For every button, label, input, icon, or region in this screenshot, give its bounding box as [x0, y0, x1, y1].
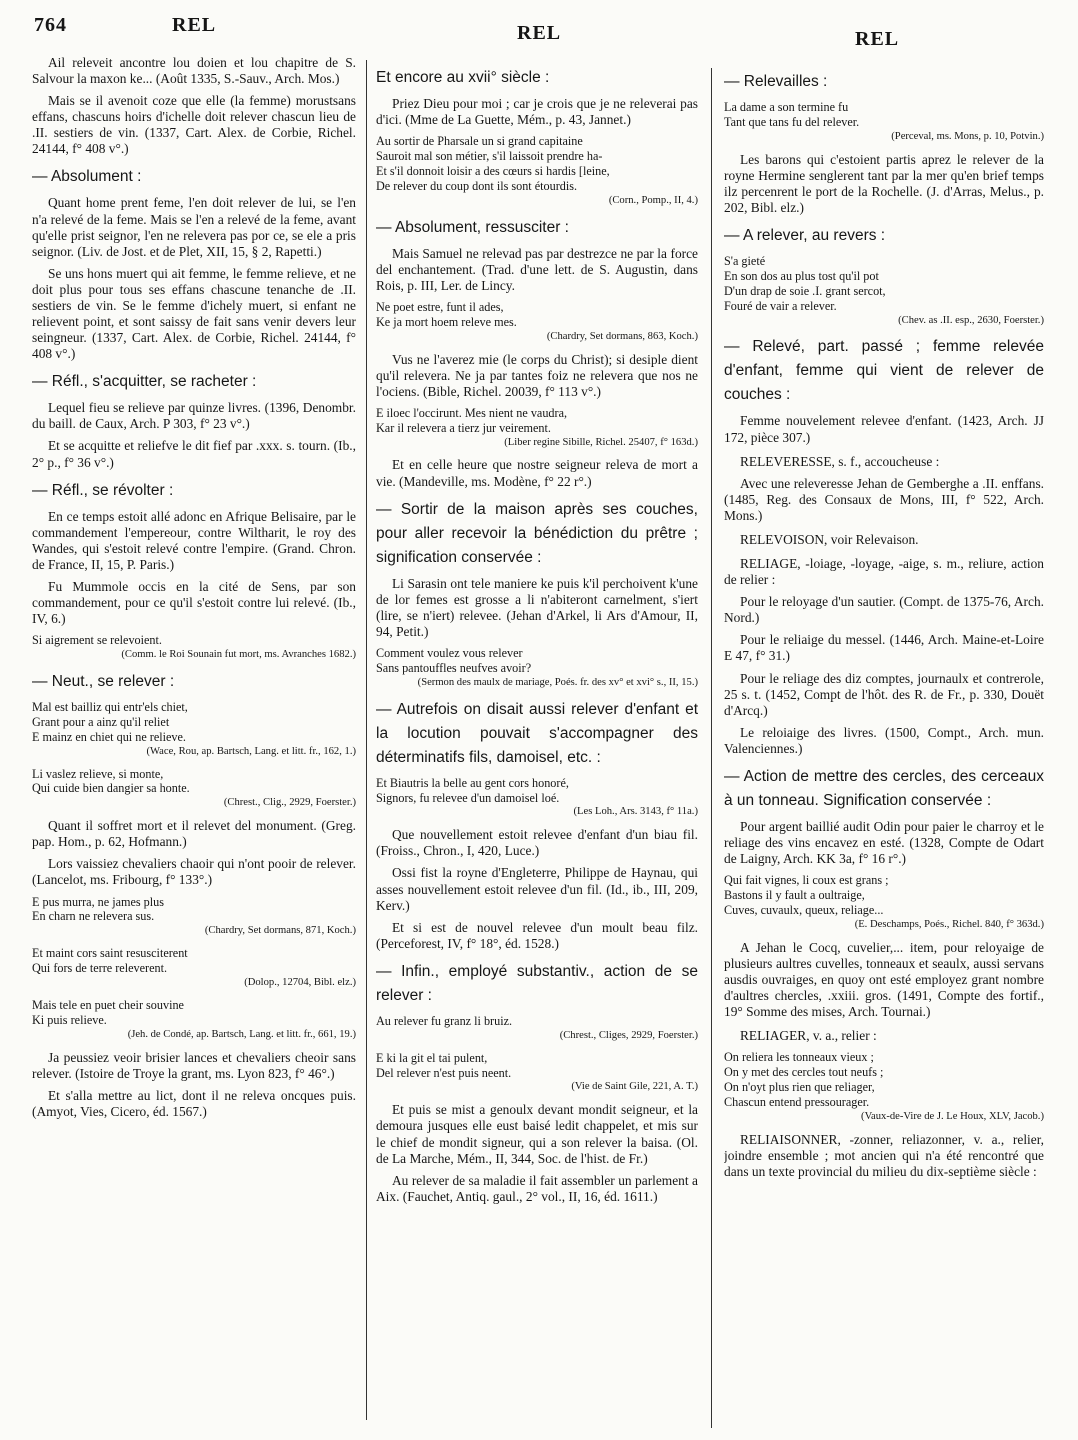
- citation-paragraph: Le reloiaige des livres. (1500, Compt., Arch. mun. Valenciennes.): [724, 724, 1044, 756]
- verse-quotation: [724, 873, 1044, 932]
- verse-quotation: [376, 1051, 698, 1095]
- verse-quotation: [376, 1014, 698, 1043]
- sense-heading: — Sortir de la maison après ses couches, pour aller recevoir la bénédiction du prêtre ; signification conservée :: [376, 500, 698, 566]
- source-citation: (Liber regine Sibille, Richel. 25407, f° 163d.): [504, 436, 698, 448]
- citation-paragraph: Lequel fieu se relieve par quinze livres. (1396, Denombr. du baill. de Caux, Arch. P 303, f° 23 v°.): [32, 400, 356, 432]
- citation-paragraph: Et si est de nouvel relevee d'un moult beau filz. (Perceforest, IV, f° 18°, éd. 1528.): [376, 919, 698, 951]
- sense-heading: — Absolument, ressusciter :: [376, 218, 569, 236]
- verse-line: S'a gieté: [724, 254, 766, 269]
- source-citation: (Chardry, Set dormans, 863, Koch.): [546, 330, 698, 342]
- verse-quotation: [376, 646, 698, 690]
- verse-quotation: [32, 700, 356, 759]
- verse-line: E iloec l'occirunt. Mes nient ne vaudra,: [376, 405, 568, 420]
- citation-paragraph: Mais Samuel ne relevad pas par destrezce ne par la force del enchantement. (Trad. d'une lett. de S. Augustin, dans Rois, p. III, Ler. de Lincy.: [376, 245, 698, 293]
- column-right: [724, 62, 1044, 1426]
- citation-paragraph: Vus ne l'averez mie (le corps du Christ); si desiple dient qu'il relevera. Ne ja par tantes foiz ne relevera que nos ne l'ociens. (Bible, Richel. 20039, f° 113 v°.): [376, 351, 698, 399]
- verse-line: Cuves, cuvaulx, queux, reliage...: [724, 902, 884, 917]
- verse-line: En son dos au plus tost qu'il pot: [724, 268, 879, 283]
- dictionary-entry: RELIAGER, v. a., relier :: [740, 1028, 877, 1044]
- sense-heading: — Infin., employé substantiv., action de se relever :: [376, 962, 698, 1004]
- citation-paragraph: Les barons qui c'estoient partis aprez le relever de la royne Hermine senglerent tant par la mer qu'en brief temps ilz percenrent le port de la Rochelle. (J. d'Arras, Melus., p. 202, Bibl. elz.): [724, 151, 1044, 215]
- citation-paragraph: A Jehan le Cocq, cuvelier,... item, pour reloyaige de plusieurs aultres cuvelles, tonneaux et seaulx, aussi servans ausdis ouvraiges, en quoy ont esté employez grant nombre d'aultres chercles, .xxiii. gros. (1491, Compte des fortif., 19° Somme des mises, Arch. Tournai.): [724, 939, 1044, 1020]
- dictionary-entry: RELIAISONNER, -zonner, reliazonner, v. a., relier, joindre ensemble ; mot ancien qui n'a été rencontré que dans un texte provincial du milieu du dix-septième siècle :: [724, 1131, 1044, 1179]
- source-citation: (Chrest., Cliges, 2929, Foerster.): [559, 1029, 698, 1041]
- source-citation: (Chev. as .II. esp., 2630, Foerster.): [898, 314, 1044, 326]
- citation-paragraph: Se uns hons muert qui ait femme, le femme relieve, et ne doit plus pour tous ses effans chascune tenanche de .II. sestiers de vin. Se le femme d'ichely muert, si enfant ne relievent point, et sont saissy de fait sans venir devers leur seingneur. (1337, Cart. Alex. de Corbie, Richel. 24144, f° 408 v°.): [32, 265, 356, 362]
- verse-line: On reliera les tonneaux vieux ;: [724, 1050, 874, 1065]
- verse-line: Si aigrement se relevoient.: [32, 633, 162, 648]
- verse-line: Au sortir de Pharsale un si grand capitaine: [376, 134, 583, 149]
- dictionary-entry: RELIAGE, -loiage, -loyage, -aige, s. m., reliure, action de relier :: [724, 556, 1044, 588]
- verse-line: Mais tele en puet cheir souvine: [32, 997, 184, 1012]
- verse-line: De relever du coup dont ils sont étourdis.: [376, 178, 578, 193]
- citation-paragraph: Mais se il avenoit coze que elle (la femme) morustsans effans, chascuns hoirs d'ichelle doit relever chascun lieu de .II. sestiers de vin. (1337, Cart. Alex. de Corbie, Richel. 24144, f° 408 v°.): [32, 93, 356, 157]
- verse-line: Grant pour a ainz qu'il reliet: [32, 714, 170, 729]
- citation-paragraph: Et puis se mist a genoulx devant mondit seigneur, et la demoura jusques elle eust baisé ledit chappelet, et mis sur le chief de mondit signeur, qui a son relever la baisa. (Ol. de La Marche, Mém., II, 344, Soc. de l'hist. de Fr.): [376, 1102, 698, 1166]
- running-head-middle: REL: [517, 22, 562, 44]
- running-head-left: REL: [172, 14, 217, 36]
- citation-paragraph: Quant il soffret mort et il relevet del monument. (Greg. pap. Hom., p. 62, Hofmann.): [32, 818, 356, 850]
- citation-paragraph: Pour le reliaige du messel. (1446, Arch. Maine-et-Loire E 47, f° 31.): [724, 632, 1044, 664]
- verse-quotation: [32, 895, 356, 939]
- column-left: [32, 55, 356, 1426]
- verse-line: Et maint cors saint resusciterent: [32, 946, 188, 961]
- verse-line: Bastons il y fault a oultraige,: [724, 888, 865, 903]
- verse-quotation: [32, 998, 356, 1042]
- source-citation: (Les Loh., Ars. 3143, f° 11a.): [573, 806, 698, 818]
- verse-quotation: [376, 776, 698, 820]
- citation-paragraph: Femme nouvelement relevee d'enfant. (1423, Arch. JJ 172, pièce 307.): [724, 413, 1044, 445]
- verse-line: Qui cuide bien dangier sa honte.: [32, 781, 190, 796]
- sense-heading: — Réfl., s'acquitter, se racheter :: [32, 373, 257, 391]
- citation-paragraph: Fu Mummole occis en la cité de Sens, par son commandement, pour ce qu'il s'estoit contre lui relevé. (Ib., IV, 6.): [32, 578, 356, 627]
- running-head-right: REL: [855, 28, 900, 50]
- verse-line: Qui fait vignes, li coux est grans ;: [724, 873, 889, 888]
- verse-line: Li vaslez relieve, si monte,: [32, 766, 164, 781]
- verse-line: Del relever n'est puis neent.: [376, 1065, 512, 1080]
- sense-heading: — Autrefois on disait aussi relever d'enfant et la locution pouvait s'accompagner des déterminatifs fils, damoisel, etc. :: [376, 700, 698, 766]
- column-middle: [376, 58, 698, 1426]
- verse-line: Sauroit mal son métier, s'il laissoit prendre ha-: [376, 149, 603, 164]
- dictionary-entry: RELEVERESSE, s. f., accoucheuse :: [740, 453, 940, 469]
- citation-paragraph: Pour le reliage des diz comptes, journaulx et contrerole, 25 s. t. (1452, Compt de l'hôt. des R. de Fr., p. 330, Douët d'Arcq.): [724, 670, 1044, 718]
- verse-line: Au relever fu granz li bruiz.: [376, 1013, 513, 1028]
- column-divider: [366, 60, 367, 1420]
- source-citation: (Comm. le Roi Sounain fut mort, ms. Avranches 1682.): [121, 649, 356, 661]
- verse-line: Et s'il donnoit loisir a des cœurs si hardis [leine,: [376, 163, 610, 178]
- verse-quotation: [724, 100, 1044, 144]
- source-citation: (Chardry, Set dormans, 871, Koch.): [204, 925, 356, 937]
- verse-line: On y met des cercles tout neufs ;: [724, 1065, 884, 1080]
- verse-line: Ne poet estre, funt il ades,: [376, 299, 504, 314]
- verse-quotation: [376, 300, 698, 344]
- source-citation: (Sermon des maulx de mariage, Poés. fr. des xv° et xvi° s., II, 15.): [417, 676, 698, 688]
- citation-paragraph: Ail releveit ancontre lou doien et lou chapitre de S. Salvour la maxon ke... (Août 1335, S.-Sauv., Arch. Mos.): [32, 55, 356, 87]
- citation-paragraph: Et en celle heure que nostre seigneur releva de mort a vie. (Mandeville, ms. Modène, f° 22 r°.): [376, 457, 698, 489]
- verse-line: Fouré de vair a relever.: [724, 298, 837, 313]
- citation-paragraph: Li Sarasin ont tele maniere ke puis k'il perchoivent k'une de lor femes est grosse a li n'abiteront carnelment, s'iert (lire, se n'iert) relevee. (Jehan d'Arkel, li Ars d'Amour, II, 94, Petit.): [376, 575, 698, 639]
- verse-line: D'un drap de soie .I. grant sercot,: [724, 283, 886, 298]
- source-citation: (Jeh. de Condé, ap. Bartsch, Lang. et litt. fr., 661, 19.): [127, 1028, 356, 1040]
- source-citation: (Vaux-de-Vire de J. Le Houx, XLV, Jacob.): [861, 1110, 1044, 1122]
- verse-line: E pus murra, ne james plus: [32, 894, 165, 909]
- citation-paragraph: Et se acquitte et reliefve le dit fief par .xxx. s. tourn. (Ib., 2° p., f° 36 v°.): [32, 438, 356, 470]
- verse-quotation: [724, 254, 1044, 327]
- verse-line: Ki puis relieve.: [32, 1012, 107, 1027]
- sense-heading: — Action de mettre des cercles, des cerceaux à un tonneau. Signification conservée :: [724, 767, 1044, 809]
- sense-heading: — Neut., se relever :: [32, 672, 175, 690]
- verse-line: Sans pantouffles neufves avoir?: [376, 660, 532, 675]
- verse-line: Signors, fu relevee d'un damoisel loé.: [376, 790, 560, 805]
- verse-line: Kar il relevera a tierz jur veirement.: [376, 420, 551, 435]
- verse-line: E ki la git el tai pulent,: [376, 1050, 488, 1065]
- source-citation: (Dolop., 12704, Bibl. elz.): [244, 976, 356, 988]
- page-number: 764: [34, 14, 67, 36]
- verse-quotation: [376, 134, 698, 207]
- verse-quotation: [32, 633, 356, 662]
- verse-line: E mainz en chiet qui ne relieve.: [32, 729, 186, 744]
- verse-quotation: [32, 767, 356, 811]
- dictionary-entry: RELEVOISON, voir Relevaison.: [740, 531, 919, 547]
- verse-line: Mal est bailliz qui entr'els chiet,: [32, 699, 188, 714]
- citation-paragraph: Priez Dieu pour moi ; car je crois que je ne releverai pas d'ici. (Mme de La Guette, Mém., p. 43, Jannet.): [376, 96, 698, 128]
- citation-paragraph: Lors vaissiez chevaliers chaoir qui n'ont pooir de relever. (Lancelot, ms. Fribourg, f° 133°.): [32, 856, 356, 888]
- verse-quotation: [32, 946, 356, 990]
- citation-paragraph: Au relever de sa maladie il fait assembler un parlement a Aix. (Fauchet, Antiq. gaul., 2° vol., II, 16, éd. 1611.): [376, 1172, 698, 1204]
- citation-paragraph: Et s'alla mettre au lict, dont il ne releva oncques puis. (Amyot, Vies, Cicero, éd. 1567.): [32, 1087, 356, 1119]
- verse-line: Comment voulez vous relever: [376, 645, 523, 660]
- citation-paragraph: Ossi fist la royne d'Engleterre, Philippe de Haynau, qui asses nouvellement estoit relevee d'un fil. (Id., ib., III, 209, Kerv.): [376, 865, 698, 913]
- citation-paragraph: Pour le reloyage d'un sautier. (Compt. de 1375-76, Arch. Nord.): [724, 594, 1044, 626]
- column-divider: [711, 68, 712, 1428]
- source-citation: (Perceval, ms. Mons, p. 10, Potvin.): [891, 130, 1044, 142]
- verse-line: Tant que tans fu del relever.: [724, 114, 860, 129]
- verse-line: En charn ne relevera sus.: [32, 909, 155, 924]
- sense-heading: Et encore au xvii° siècle :: [376, 69, 550, 86]
- sense-heading: — A relever, au revers :: [724, 227, 886, 244]
- citation-paragraph: Ja peussiez veoir brisier lances et chevaliers cheoir sans relever. (Istoire de Troye la grant, ms. Lyon 823, f° 46°.): [32, 1049, 356, 1081]
- sense-heading: — Réfl., se révolter :: [32, 481, 174, 499]
- citation-paragraph: Que nouvellement estoit relevee d'enfant d'un biau fil. (Froiss., Chron., I, 420, Luce.): [376, 827, 698, 859]
- source-citation: (Vie de Saint Gile, 221, A. T.): [571, 1081, 698, 1093]
- verse-quotation: [376, 406, 698, 450]
- verse-quotation: [724, 1050, 1044, 1123]
- verse-line: On n'oyt plus rien que reliager,: [724, 1079, 875, 1094]
- source-citation: (E. Deschamps, Poés., Richel. 840, f° 363d.): [854, 918, 1044, 930]
- verse-line: Et Biautris la belle au gent cors honoré,: [376, 775, 569, 790]
- citation-paragraph: Avec une releveresse Jehan de Gemberghe a .II. enffans. (1485, Reg. des Consaux de Mons, III, f° 522, Arch. Mons.): [724, 475, 1044, 523]
- verse-line: La dame a son termine fu: [724, 100, 849, 115]
- verse-line: Chascun entend pressourager.: [724, 1094, 870, 1109]
- citation-paragraph: En ce temps estoit allé adonc en Afrique Belisaire, par le commandement l'empereour, contre Wiltharit, le roy des Wandes, qui s'estoit relevé contre l'empire. (Grand. Chron. de France, II, 15, P. Paris.): [32, 508, 356, 572]
- verse-line: Ke ja mort hoem releve mes.: [376, 314, 517, 329]
- verse-line: Qui fors de terre releverent.: [32, 961, 168, 976]
- sense-heading: — Absolument :: [32, 168, 142, 186]
- source-citation: (Wace, Rou, ap. Bartsch, Lang. et litt. fr., 162, 1.): [146, 745, 356, 757]
- source-citation: (Chrest., Clig., 2929, Foerster.): [223, 797, 356, 809]
- citation-paragraph: Quant home prent feme, l'en doit relever de lui, se l'en n'a relevé de la feme. Mais se l'en a relevé de la feme, avant qu'elle prist seignor, l'en ne relevera pas por ce, se ele a pris seignor. (Liv. de Jost. et de Plet, XII, 15, § 2, Rapetti.): [32, 195, 356, 259]
- sense-heading: — Relevé, part. passé ; femme relevée d'enfant, femme qui vient de relever de couches :: [724, 338, 1044, 404]
- sense-heading: — Relevailles :: [724, 73, 828, 90]
- citation-paragraph: Pour argent baillié audit Odin pour paier le charroy et le reliage des vins encavez en esté. (1328, Compte de Odart de Laigny, Arch. KK 3a, f° 16 r°.): [724, 818, 1044, 867]
- source-citation: (Corn., Pomp., II, 4.): [608, 194, 698, 206]
